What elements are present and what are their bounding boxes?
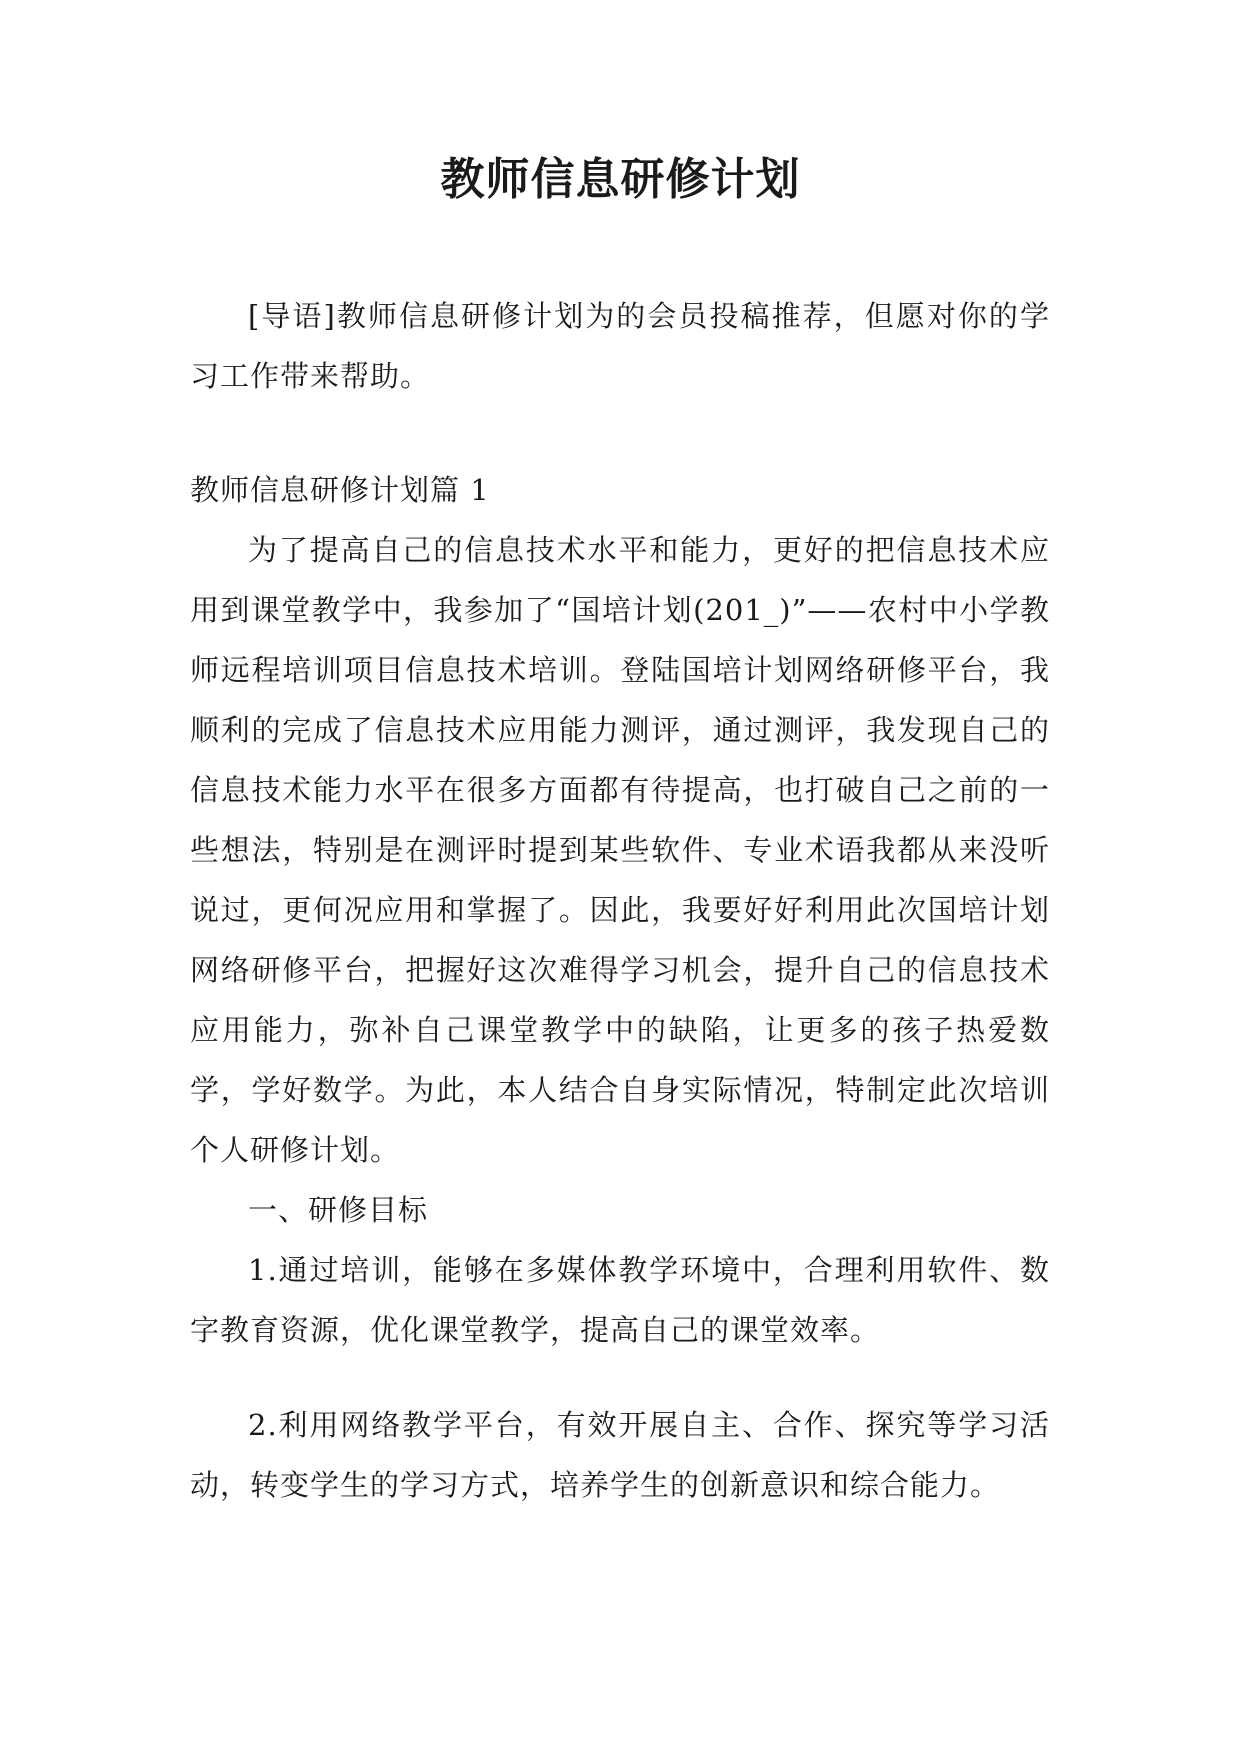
intro-paragraph: [导语]教师信息研修计划为的会员投稿推荐，但愿对你的学习工作带来帮助。 xyxy=(190,299,1050,393)
goal-block xyxy=(190,1395,1050,1515)
section-body xyxy=(190,520,1050,1360)
subheading-goals: 一、研修目标 xyxy=(248,1193,429,1227)
document-title: 教师信息研修计划 xyxy=(440,154,801,205)
goal-item: 1.通过培训，能够在多媒体教学环境中，合理利用软件、数字教育资源，优化课堂教学，提高自己的课堂效率。 xyxy=(190,1253,1050,1347)
section-heading: 教师信息研修计划篇 1 xyxy=(190,473,490,507)
goal-item: 2.利用网络教学平台，有效开展自主、合作、探究等学习活动，转变学生的学习方式，培养学生的创新意识和综合能力。 xyxy=(190,1408,1050,1502)
body-paragraph: 为了提高自己的信息技术水平和能力，更好的把信息技术应用到课堂教学中，我参加了“国培计划(201_)”——农村中小学教师远程培训项目信息技术培训。登陆国培计划网络研修平台，我顺利的完成了信息技术应用能力测评，通过测评，我发现自己的信息技术能力水平在很多方面都有待提高，也打破自己之前的一些想法，特别是在测评时提到某些软件、专业术语我都从来没听说过，更何况应用和掌握了。因此，我要好好利用此次国培计划网络研修平台，把握好这次难得学习机会，提升自己的信息技术应用能力，弥补自己课堂教学中的缺陷，让更多的孩子热爱数学，学好数学。为此，本人结合自身实际情况，特制定此次培训个人研修计划。 xyxy=(190,533,1050,1167)
intro-block xyxy=(190,286,1050,406)
